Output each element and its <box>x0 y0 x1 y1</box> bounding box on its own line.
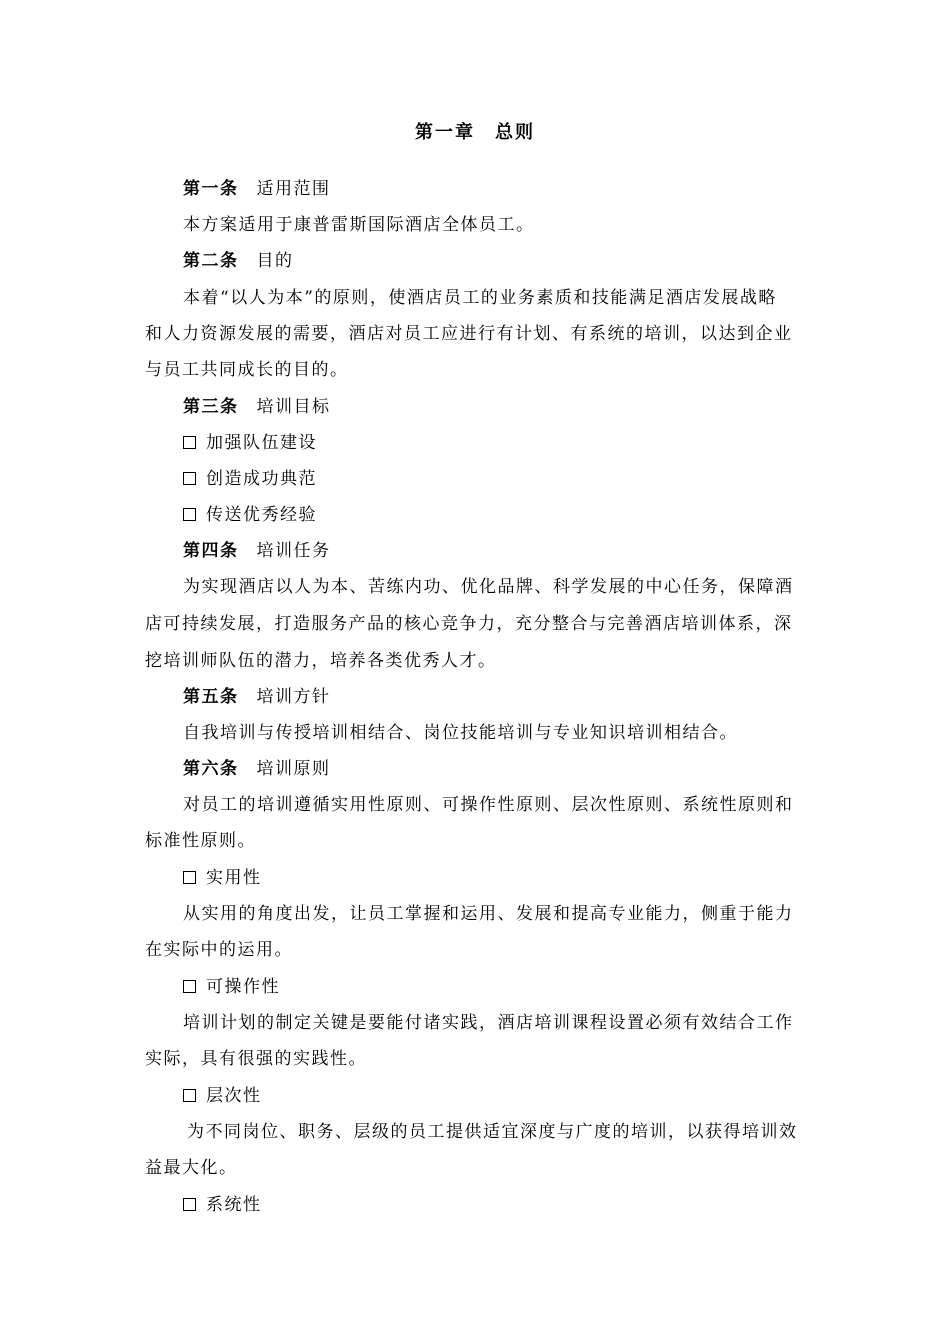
bullet-item: 可操作性 <box>183 976 280 998</box>
checkbox-square-icon <box>183 1089 196 1102</box>
article-1-heading <box>183 178 331 200</box>
checkbox-square-icon <box>183 980 196 993</box>
article-4-heading <box>183 540 331 562</box>
article-label: 第三条 <box>183 397 239 417</box>
article-label: 第五条 <box>183 687 239 707</box>
article-5-heading <box>183 686 331 708</box>
article-6-heading <box>183 758 331 780</box>
paragraph-line: 本方案适用于康普雷斯国际酒店全体员工。 <box>183 215 535 235</box>
article-3-heading <box>183 396 331 418</box>
article-title: 培训任务 <box>256 541 331 561</box>
paragraph-line: 实际，具有很强的实践性。 <box>145 1049 367 1069</box>
paragraph-line: 店可持续发展，打造服务产品的核心竞争力，充分整合与完善酒店培训体系，深 <box>145 614 793 634</box>
bullet-item: 实用性 <box>183 867 262 889</box>
paragraph-line: 和人力资源发展的需要，酒店对员工应进行有计划、有系统的培训，以达到企业 <box>145 324 793 344</box>
article-title: 目的 <box>256 251 294 271</box>
bullet-item: 层次性 <box>183 1085 262 1107</box>
paragraph-line: 挖培训师队伍的潜力，培养各类优秀人才。 <box>145 651 497 671</box>
article-label: 第二条 <box>183 251 239 271</box>
bullet-item: 传送优秀经验 <box>183 504 317 526</box>
article-title: 培训原则 <box>256 759 331 779</box>
checkbox-square-icon <box>183 871 196 884</box>
paragraph-line: 为不同岗位、职务、层级的员工提供适宜深度与广度的培训，以获得培训效 <box>187 1122 798 1142</box>
paragraph-line: 培训计划的制定关键是要能付诸实践，酒店培训课程设置必须有效结合工作 <box>183 1013 794 1033</box>
article-title: 培训目标 <box>256 397 331 417</box>
bullet-item: 系统性 <box>183 1194 262 1216</box>
paragraph-line: 为实现酒店以人为本、苦练内功、优化品牌、科学发展的中心任务，保障酒 <box>183 577 794 597</box>
article-label: 第一条 <box>183 179 239 199</box>
checkbox-square-icon <box>183 436 196 449</box>
article-label: 第四条 <box>183 541 239 561</box>
checkbox-square-icon <box>183 472 196 485</box>
checkbox-square-icon <box>183 1198 196 1211</box>
article-title: 培训方针 <box>256 687 331 707</box>
bullet-item: 加强队伍建设 <box>183 432 317 454</box>
paragraph-line: 在实际中的运用。 <box>145 940 293 960</box>
paragraph-line: 自我培训与传授培训相结合、岗位技能培训与专业知识培训相结合。 <box>183 723 738 743</box>
paragraph-line: 对员工的培训遵循实用性原则、可操作性原则、层次性原则、系统性原则和 <box>183 795 794 815</box>
article-title: 适用范围 <box>256 179 331 199</box>
chapter-title: 第一章 总则 <box>415 122 535 143</box>
paragraph-line: 从实用的角度出发，让员工掌握和运用、发展和提高专业能力，侧重于能力 <box>183 904 794 924</box>
article-2-heading <box>183 250 294 272</box>
paragraph-line: 益最大化。 <box>145 1158 238 1178</box>
bullet-item: 创造成功典范 <box>183 468 317 490</box>
paragraph-line: 与员工共同成长的目的。 <box>145 360 349 380</box>
paragraph-line: 本着“以人为本”的原则，使酒店员工的业务素质和技能满足酒店发展战略 <box>183 288 777 308</box>
checkbox-square-icon <box>183 508 196 521</box>
paragraph-line: 标准性原则。 <box>145 831 256 851</box>
article-label: 第六条 <box>183 759 239 779</box>
